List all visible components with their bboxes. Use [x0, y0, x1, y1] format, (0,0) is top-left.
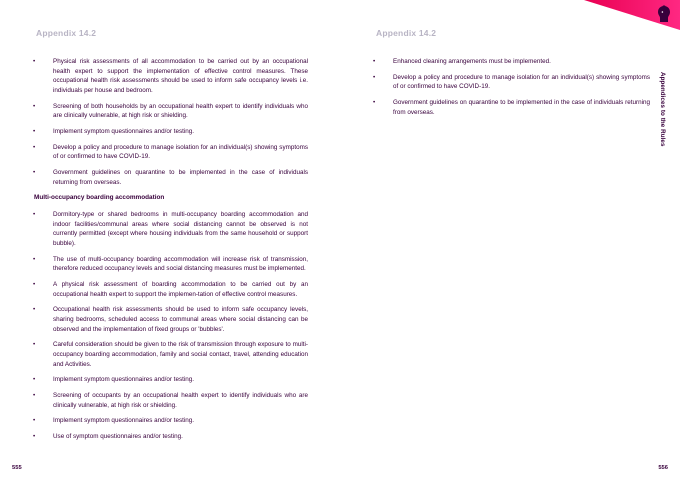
- list-item: • Government guidelines on quarantine to be implemented in the case of individuals returning from overseas.: [373, 99, 650, 116]
- list-item: • Government guidelines on quarantine to be implemented in the case of individuals returning from overseas.: [33, 169, 308, 186]
- list-item: • Implement symptom questionnaires and/or testing.: [33, 417, 195, 425]
- list-item: • Enhanced cleaning arrangements must be implemented.: [373, 58, 551, 65]
- page-number-left: 555: [12, 465, 22, 471]
- section-list: [32, 210, 308, 442]
- page-title-left: Appendix 14.2: [36, 28, 97, 38]
- intro-list: [32, 57, 308, 187]
- list-item: • A physical risk assessment of boarding accommodation to be carried out by an occupational health expert to support the implemen-tation of effective control measures.: [33, 281, 308, 298]
- list-item: • Implement symptom questionnaires and/or testing.: [33, 127, 195, 135]
- list-item: • Occupational health risk assessments should be used to inform safe occupancy levels, sharing bedrooms, scheduled access to communal areas where social distancing can be observed and the implementation of fixed groups or 'bubbles'.: [33, 306, 308, 333]
- right-column: [372, 57, 650, 124]
- list-item: • Screening of both households by an occupational health expert to identify individuals who are clinically vulnerable, at high risk or shielding.: [33, 102, 308, 120]
- list-item: • Dormitory-type or shared bedrooms in multi-occupancy boarding accommodation and indoor facilities/communal areas where social distancing cannot be observed is not currently permitted (except where housing individuals from the same household or support bubble).: [33, 211, 308, 247]
- side-section-label: Appendices to the Rules: [659, 72, 666, 147]
- page-title-right: Appendix 14.2: [376, 28, 437, 38]
- left-column: [32, 57, 308, 448]
- list-item: • The use of multi-occupancy boarding accommodation will increase risk of transmission, therefore reduced occupancy levels and social distancing measures must be implemented.: [33, 255, 308, 273]
- list-item: • Physical risk assessments of all accommodation to be carried out by an occupational health expert to support the implementation of effective control measures. These occupational health risk assessments should be used to inform safe occupancy levels i.e. individuals per house and bedroom.: [33, 58, 308, 94]
- section-heading: Multi-occupancy boarding accommodation: [34, 194, 165, 202]
- list-item: • Screening of occupants by an occupational health expert to identify individuals who are clinically vulnerable, at high risk or shielding.: [33, 392, 308, 409]
- list-item: • Develop a policy and procedure to manage isolation for an individual(s) showing symptoms of or confirmed to have COVID-19.: [33, 143, 308, 161]
- corner-decoration: [584, 0, 680, 30]
- page-number-right: 556: [658, 465, 668, 471]
- right-list: [372, 57, 650, 117]
- list-item: • Careful consideration should be given to the risk of transmission through exposure to multi-occupancy boarding accommodation, family and social contact, travel, attending education and Activities.: [33, 341, 308, 368]
- list-item: • Implement symptom questionnaires and/or testing.: [33, 376, 195, 384]
- list-item: • Develop a policy and procedure to manage isolation for an individual(s) showing symptoms of or confirmed to have COVID-19.: [373, 73, 650, 91]
- lion-crest-icon: [654, 4, 674, 24]
- list-item: • Use of symptom questionnaires and/or testing.: [33, 433, 183, 441]
